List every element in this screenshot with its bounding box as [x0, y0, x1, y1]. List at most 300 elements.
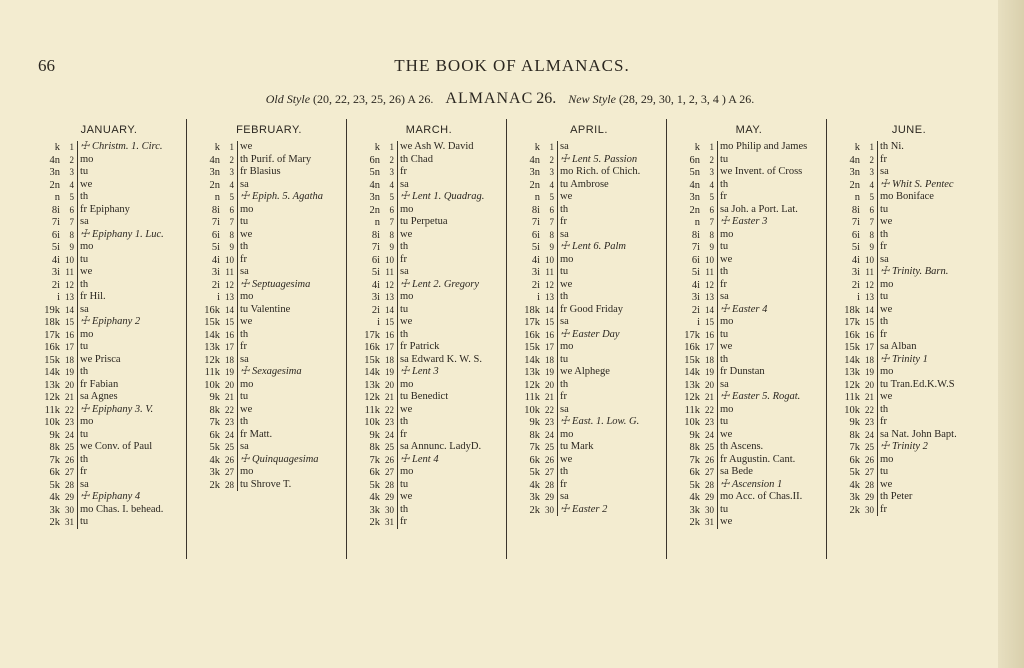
dominical-letter: 2n — [689, 204, 700, 216]
dominical-letter: 11k — [204, 367, 220, 378]
day-number: 14 — [545, 304, 554, 315]
dominical-letter: 4k — [689, 492, 700, 503]
day-row — [510, 391, 668, 404]
day-entry: th — [557, 204, 568, 217]
day-entry: th — [717, 266, 728, 279]
day-entry: fr Matt. — [237, 429, 272, 442]
day-number: 5 — [549, 192, 554, 202]
day-entry: th — [237, 329, 248, 342]
day-number: 26 — [865, 454, 874, 465]
day-row — [670, 354, 828, 367]
day-number: 5 — [709, 192, 714, 202]
day-row — [830, 354, 988, 367]
day-entry: fr — [237, 341, 247, 354]
dominical-letter: 13k — [44, 379, 60, 391]
dominical-letter: 10k — [844, 404, 860, 416]
day-row — [350, 191, 508, 204]
day-number: 8 — [389, 229, 394, 240]
day-entry: th — [237, 241, 248, 254]
month-column-march — [350, 119, 508, 557]
dominical-letter: 8i — [51, 204, 60, 216]
dominical-letter: 10k — [364, 417, 380, 428]
day-number: 5 — [389, 192, 394, 202]
day-number: 5 — [229, 192, 234, 202]
day-row — [30, 291, 188, 304]
day-entry: ☩ Ascension 1 — [717, 479, 782, 492]
day-row — [30, 316, 188, 329]
day-row — [30, 191, 188, 204]
dominical-letter: 4k — [529, 479, 540, 491]
day-row — [350, 179, 508, 192]
day-row — [510, 216, 668, 229]
dominical-letter: 6i — [531, 229, 540, 241]
day-entry: sa — [557, 141, 569, 154]
day-row — [670, 166, 828, 179]
day-row — [510, 354, 668, 367]
day-row — [830, 504, 988, 517]
day-entry: tu Benedict — [397, 391, 448, 404]
day-row — [190, 454, 348, 467]
day-row — [190, 379, 348, 392]
day-row — [350, 216, 508, 229]
dominical-letter: 8k — [689, 442, 700, 453]
dominical-letter: 17k — [44, 329, 60, 341]
day-entry: fr — [557, 479, 567, 492]
day-entry: tu — [77, 516, 88, 529]
day-number: 4 — [869, 179, 874, 190]
day-number: 12 — [865, 279, 874, 290]
dominical-letter: 2k — [369, 517, 380, 528]
day-number: 6 — [229, 204, 234, 215]
day-number: 29 — [545, 492, 554, 502]
day-entry: fr — [77, 466, 87, 479]
day-row — [30, 441, 188, 454]
day-entry: fr Hil. — [77, 291, 106, 304]
day-row — [830, 379, 988, 392]
dominical-letter: 14k — [364, 367, 380, 378]
day-row — [670, 191, 828, 204]
day-row — [830, 141, 988, 154]
day-number: 18 — [545, 354, 554, 365]
day-number: 1 — [229, 142, 234, 152]
dominical-letter: n — [54, 192, 60, 203]
dominical-letter: n — [534, 192, 540, 203]
day-entry: tu — [77, 254, 88, 267]
dominical-letter: 10k — [204, 379, 220, 391]
day-number: 20 — [225, 379, 234, 390]
day-number: 27 — [705, 467, 714, 477]
dominical-letter: 9k — [529, 417, 540, 428]
day-entry: tu Ambrose — [557, 179, 609, 192]
day-entry: tu Mark — [557, 441, 594, 454]
day-entry: mo — [717, 316, 733, 329]
day-number: 16 — [705, 329, 714, 340]
day-entry: mo — [877, 279, 893, 292]
day-entry: fr — [877, 504, 887, 517]
dominical-letter: 3n — [849, 167, 860, 178]
dominical-letter: 16k — [684, 342, 700, 353]
day-entry: fr — [717, 191, 727, 204]
dominical-letter: 5k — [369, 479, 380, 491]
day-row — [830, 179, 988, 192]
dominical-letter: 14k — [204, 329, 220, 341]
day-number: 9 — [549, 242, 554, 252]
day-entry: tu — [717, 329, 728, 342]
day-entry: th — [717, 354, 728, 367]
day-entry: we — [877, 479, 892, 492]
day-entry: mo — [877, 454, 893, 467]
dominical-letter: 16k — [44, 342, 60, 353]
day-entry: tu — [877, 291, 888, 304]
day-row — [670, 304, 828, 317]
day-row — [190, 466, 348, 479]
day-entry: we — [397, 491, 412, 504]
day-row — [510, 229, 668, 242]
day-number: 6 — [869, 204, 874, 215]
day-entry: fr — [557, 391, 567, 404]
day-entry: ☩ Easter Day — [557, 329, 620, 342]
day-entry: fr Patrick — [397, 341, 439, 354]
dominical-letter: 2i — [851, 279, 860, 291]
day-number: 22 — [385, 404, 394, 415]
day-row — [830, 291, 988, 304]
column-divider — [346, 119, 347, 559]
day-entry: th — [877, 316, 888, 329]
day-row — [830, 479, 988, 492]
day-number: 28 — [225, 479, 234, 490]
day-number: 27 — [65, 467, 74, 477]
day-row — [350, 379, 508, 392]
day-entry: we — [877, 391, 892, 404]
day-row — [830, 391, 988, 404]
day-row — [30, 379, 188, 392]
day-number: 30 — [545, 504, 554, 515]
dominical-letter: 7k — [369, 454, 380, 466]
day-row — [190, 329, 348, 342]
day-number: 11 — [545, 267, 554, 277]
day-row — [670, 266, 828, 279]
day-number: 5 — [869, 192, 874, 202]
dominical-letter: 7i — [371, 242, 380, 253]
page-number: 66 — [38, 56, 55, 75]
day-number: 14 — [225, 304, 234, 315]
day-number: 3 — [389, 167, 394, 177]
dominical-letter: 5i — [531, 242, 540, 253]
month-table — [30, 119, 994, 559]
day-row — [670, 316, 828, 329]
day-number: 18 — [65, 354, 74, 365]
day-entry: sa Edward K. W. S. — [397, 354, 482, 367]
day-entry: sa — [237, 354, 249, 367]
day-entry: tu — [717, 241, 728, 254]
day-entry: ☩ Easter 2 — [557, 504, 607, 517]
dominical-letter: 7i — [211, 217, 220, 228]
day-entry: tu Tran.Ed.K.W.S — [877, 379, 955, 392]
day-number: 18 — [225, 354, 234, 365]
day-entry: th — [77, 191, 88, 204]
dominical-letter: 8k — [849, 429, 860, 441]
day-row — [190, 404, 348, 417]
day-entry: sa — [717, 291, 729, 304]
day-row — [670, 241, 828, 254]
dominical-letter: 5k — [689, 479, 700, 491]
day-number: 18 — [865, 354, 874, 365]
dominical-letter: 3k — [49, 504, 60, 516]
day-number: 14 — [705, 304, 714, 315]
day-row — [30, 304, 188, 317]
day-entry: th — [77, 366, 88, 379]
day-entry: tu — [717, 504, 728, 517]
day-entry: we — [237, 141, 252, 154]
day-number: 22 — [65, 404, 74, 415]
dominical-letter: 2n — [529, 179, 540, 191]
dominical-letter: 12k — [44, 392, 60, 403]
day-entry: we Conv. of Paul — [77, 441, 152, 454]
dominical-letter: i — [697, 317, 700, 328]
day-row — [30, 454, 188, 467]
day-number: 9 — [69, 242, 74, 252]
day-entry: ☩ Lent 2. Gregory — [397, 279, 479, 292]
day-row — [350, 466, 508, 479]
day-row — [30, 254, 188, 267]
day-entry: we — [397, 229, 412, 242]
day-row — [190, 141, 348, 154]
day-entry: sa Agnes — [77, 391, 118, 404]
dominical-letter: 3k — [849, 492, 860, 503]
dominical-letter: 6i — [691, 254, 700, 266]
day-number: 11 — [705, 267, 714, 277]
day-row — [670, 179, 828, 192]
day-row — [190, 416, 348, 429]
dominical-letter: 5k — [209, 442, 220, 453]
day-number: 15 — [545, 317, 554, 327]
new-style-values: (28, 29, 30, 1, 2, 3, 4 ) A 26. — [618, 92, 755, 106]
day-entry: th Purif. of Mary — [237, 154, 311, 167]
day-row — [190, 441, 348, 454]
day-row — [350, 404, 508, 417]
day-number: 13 — [225, 292, 234, 302]
day-entry: sa — [77, 479, 89, 492]
day-number: 18 — [385, 354, 394, 365]
dominical-letter: 8i — [371, 229, 380, 241]
day-entry: we — [77, 179, 92, 192]
dominical-letter: 4n — [209, 154, 220, 166]
day-row — [350, 154, 508, 167]
dominical-letter: 19k — [44, 304, 60, 316]
day-row — [830, 254, 988, 267]
day-row — [670, 216, 828, 229]
day-row — [30, 516, 188, 529]
day-number: 25 — [545, 442, 554, 452]
day-entry: th — [717, 179, 728, 192]
dominical-letter: 15k — [684, 354, 700, 366]
day-row — [190, 154, 348, 167]
day-entry: tu — [877, 466, 888, 479]
dominical-letter: k — [534, 142, 540, 153]
day-row — [350, 279, 508, 292]
day-entry: fr Blasius — [237, 166, 281, 179]
dominical-letter: 11k — [44, 404, 60, 416]
day-entry: mo Acc. of Chas.II. — [717, 491, 802, 504]
day-entry: mo — [557, 254, 573, 267]
day-entry: mo — [397, 466, 413, 479]
day-entry: th — [77, 279, 88, 292]
day-number: 30 — [65, 504, 74, 515]
dominical-letter: 8i — [211, 204, 220, 216]
dominical-letter: i — [537, 292, 540, 303]
day-number: 21 — [545, 392, 554, 402]
day-rows — [190, 141, 348, 491]
day-row — [670, 279, 828, 292]
day-number: 13 — [865, 292, 874, 302]
dominical-letter: 12k — [684, 392, 700, 403]
day-entry: mo — [237, 291, 253, 304]
day-number: 6 — [549, 204, 554, 215]
day-number: 20 — [865, 379, 874, 390]
day-row — [830, 416, 988, 429]
day-number: 9 — [229, 242, 234, 252]
day-number: 9 — [389, 242, 394, 252]
dominical-letter: 4n — [369, 179, 380, 191]
day-entry: ☩ Lent 1. Quadrag. — [397, 191, 484, 204]
day-number: 24 — [385, 429, 394, 440]
day-row — [830, 316, 988, 329]
day-entry: th — [557, 466, 568, 479]
dominical-letter: k — [54, 142, 60, 153]
day-row — [190, 191, 348, 204]
dominical-letter: 2n — [369, 204, 380, 216]
dominical-letter: 8k — [49, 442, 60, 453]
day-row — [350, 291, 508, 304]
dominical-letter: 3k — [689, 504, 700, 516]
day-entry: fr Dunstan — [717, 366, 765, 379]
day-entry: we Invent. of Cross — [717, 166, 802, 179]
dominical-letter: n — [854, 192, 860, 203]
day-entry: mo — [877, 366, 893, 379]
dominical-letter: 3n — [689, 192, 700, 203]
day-row — [670, 416, 828, 429]
dominical-letter: 2i — [531, 279, 540, 291]
dominical-letter: 6i — [211, 229, 220, 241]
day-entry: tu Perpetua — [397, 216, 448, 229]
almanac-subtitle — [160, 90, 860, 108]
day-number: 26 — [225, 454, 234, 465]
day-entry: mo Boniface — [877, 191, 934, 204]
day-row — [30, 241, 188, 254]
day-number: 20 — [65, 379, 74, 390]
dominical-letter: 6k — [49, 467, 60, 478]
dominical-letter: 5i — [51, 242, 60, 253]
day-entry: ☩ East. 1. Low. G. — [557, 416, 639, 429]
day-number: 7 — [869, 217, 874, 227]
dominical-letter: 14k — [684, 367, 700, 378]
day-number: 3 — [709, 167, 714, 177]
day-row — [510, 141, 668, 154]
day-number: 23 — [225, 417, 234, 427]
day-entry: tu — [717, 154, 728, 167]
day-row — [510, 204, 668, 217]
day-entry: mo — [717, 229, 733, 242]
dominical-letter: 2i — [51, 279, 60, 291]
day-entry: we Ash W. David — [397, 141, 474, 154]
day-number: 17 — [705, 342, 714, 352]
day-row — [510, 304, 668, 317]
day-entry: mo — [77, 329, 93, 342]
day-row — [190, 166, 348, 179]
dominical-letter: n — [214, 192, 220, 203]
dominical-letter: 5i — [851, 242, 860, 253]
day-entry: ☩ Lent 5. Passion — [557, 154, 637, 167]
old-style-label: Old Style — [265, 92, 311, 106]
dominical-letter: 2k — [49, 517, 60, 528]
day-entry: fr — [877, 416, 887, 429]
day-number: 25 — [705, 442, 714, 452]
dominical-letter: 8k — [529, 429, 540, 441]
day-entry: th — [397, 504, 408, 517]
day-row — [30, 329, 188, 342]
day-number: 11 — [65, 267, 74, 277]
day-row — [510, 279, 668, 292]
day-entry: mo — [397, 291, 413, 304]
day-number: 29 — [385, 492, 394, 502]
day-row — [30, 279, 188, 292]
day-entry: th Ni. — [877, 141, 904, 154]
day-number: 21 — [865, 392, 874, 402]
dominical-letter: 17k — [524, 317, 540, 328]
day-number: 19 — [65, 367, 74, 377]
dominical-letter: 6k — [849, 454, 860, 466]
day-rows — [510, 141, 668, 516]
dominical-letter: 17k — [364, 329, 380, 341]
dominical-letter: 14k — [44, 367, 60, 378]
day-entry: fr Fabian — [77, 379, 118, 392]
day-row — [350, 304, 508, 317]
day-entry: we — [557, 191, 572, 204]
day-entry: sa — [237, 179, 249, 192]
day-number: 29 — [705, 492, 714, 502]
dominical-letter: 9k — [849, 417, 860, 428]
day-entry: we — [77, 266, 92, 279]
day-number: 15 — [385, 317, 394, 327]
day-entry: tu — [77, 341, 88, 354]
day-row — [510, 404, 668, 417]
day-number: 3 — [69, 167, 74, 177]
dominical-letter: 3n — [209, 167, 220, 178]
day-number: 7 — [549, 217, 554, 227]
day-number: 6 — [69, 204, 74, 215]
dominical-letter: 14k — [844, 354, 860, 366]
day-entry: ☩ Lent 6. Palm — [557, 241, 626, 254]
day-entry: tu — [397, 479, 408, 492]
day-entry: tu — [397, 304, 408, 317]
day-entry: th — [877, 229, 888, 242]
dominical-letter: 17k — [844, 317, 860, 328]
day-row — [670, 254, 828, 267]
day-row — [30, 266, 188, 279]
day-entry: we Alphege — [557, 366, 610, 379]
dominical-letter: n — [694, 217, 700, 228]
dominical-letter: 2n — [849, 179, 860, 191]
dominical-letter: 10k — [684, 417, 700, 428]
day-entry: fr — [397, 166, 407, 179]
dominical-letter: 7i — [531, 217, 540, 228]
month-column-may — [670, 119, 828, 557]
day-row — [510, 291, 668, 304]
day-number: 2 — [709, 154, 714, 165]
day-entry: sa — [557, 491, 569, 504]
day-entry: ☩ Lent 3 — [397, 366, 439, 379]
day-number: 7 — [69, 217, 74, 227]
